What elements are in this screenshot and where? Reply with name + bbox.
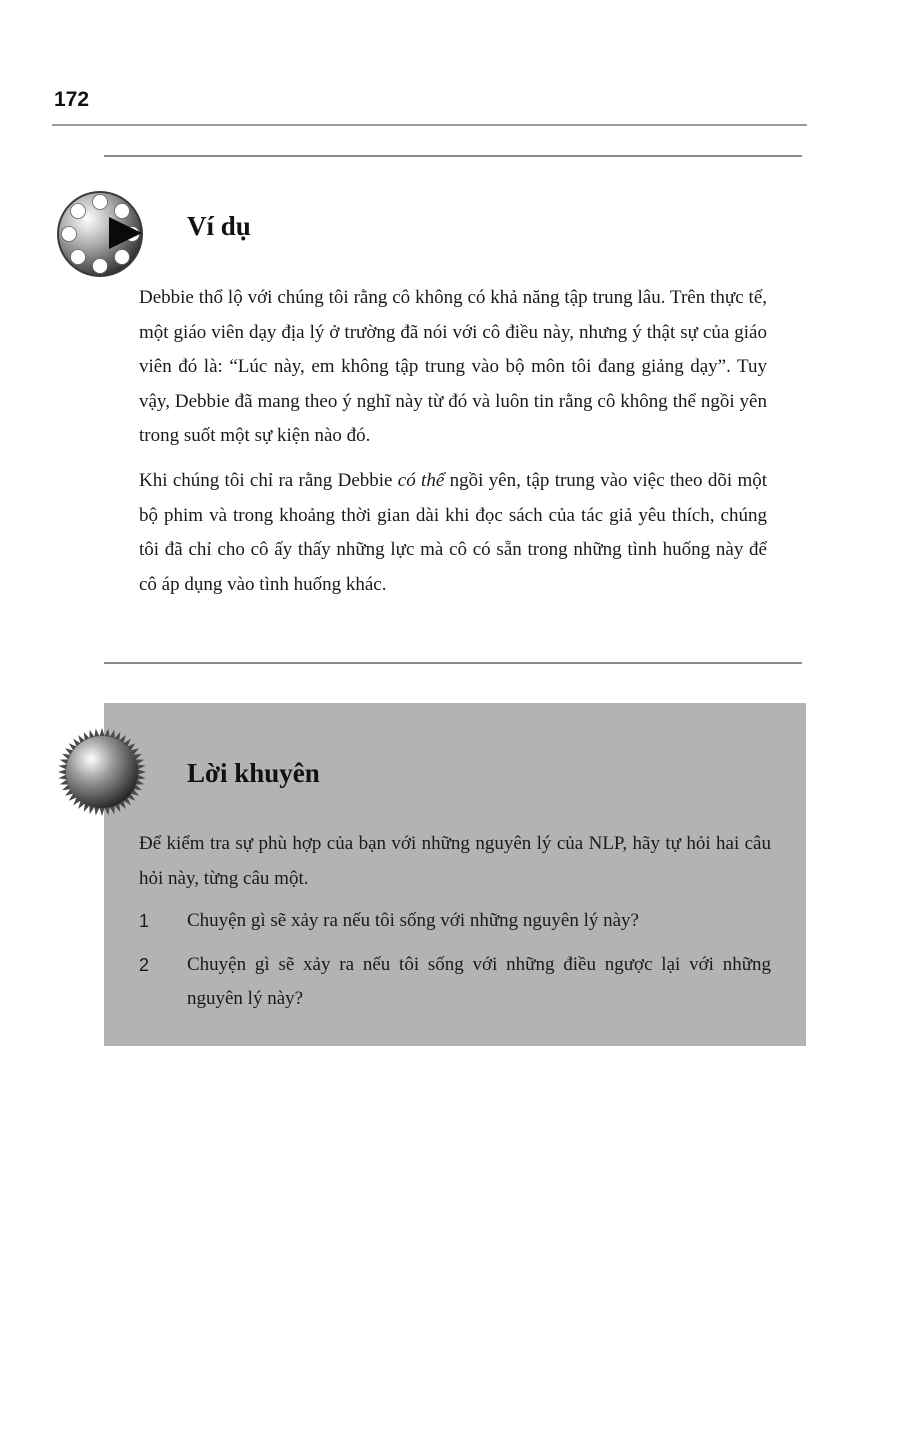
list-item bbox=[139, 948, 771, 1017]
example-paragraph-2-end: ngồi yên, tập trung vào việc theo dõi một bộ phim và trong khoảng thời gian dài khi đọc sách của tác giả yêu thích, chúng tôi đã chỉ cho cô ấy thấy những lực mà cô có sẵn trong những tình huống này để cô áp dụng vào tình huống khác. bbox=[139, 469, 768, 595]
tip-question-list bbox=[139, 904, 771, 1017]
tip-title: Lời khuyên bbox=[187, 758, 320, 788]
example-paragraph-2-start: Khi chúng tôi chỉ ra rằng Debbie bbox=[139, 469, 398, 491]
list-item-number: 1 bbox=[139, 911, 150, 932]
film-reel-play-icon bbox=[56, 189, 148, 279]
list-item-text: Chuyện gì sẽ xảy ra nếu tôi sống với những điều ngược lại với những nguyên lý này? bbox=[187, 953, 771, 1010]
spiky-sphere-icon bbox=[58, 727, 150, 817]
list-item-number: 2 bbox=[139, 954, 150, 975]
tip-body bbox=[139, 827, 771, 1026]
example-bottom-divider bbox=[104, 662, 802, 664]
tip-intro: Để kiểm tra sự phù hợp của bạn với những nguyên lý của NLP, hãy tự hỏi hai câu hỏi này, từng câu một. bbox=[139, 833, 771, 889]
example-body bbox=[139, 281, 767, 612]
example-paragraph-1: Debbie thổ lộ với chúng tôi rằng cô không có khả năng tập trung lâu. Trên thực tế, một giáo viên dạy địa lý ở trường đã nói với cô điều này, nhưng ý thật sự của giáo viên đó là: “Lúc này, em không tập trung vào bộ môn tôi đang giảng dạy”. Tuy vậy, Debbie đã mang theo ý nghĩ này từ đó và luôn tin rằng cô không thể ngồi yên trong suốt một sự kiện nào đó. bbox=[139, 287, 767, 447]
list-item bbox=[139, 904, 771, 939]
page-number: 172 bbox=[54, 88, 90, 111]
example-paragraph-2 bbox=[139, 464, 767, 602]
list-item-text: Chuyện gì sẽ xảy ra nếu tôi sống với những nguyên lý này? bbox=[187, 910, 639, 932]
header-divider bbox=[52, 124, 807, 126]
example-title: Ví dụ bbox=[187, 211, 251, 241]
example-top-divider bbox=[104, 155, 802, 157]
example-paragraph-2-emphasis: có thể bbox=[397, 469, 445, 491]
